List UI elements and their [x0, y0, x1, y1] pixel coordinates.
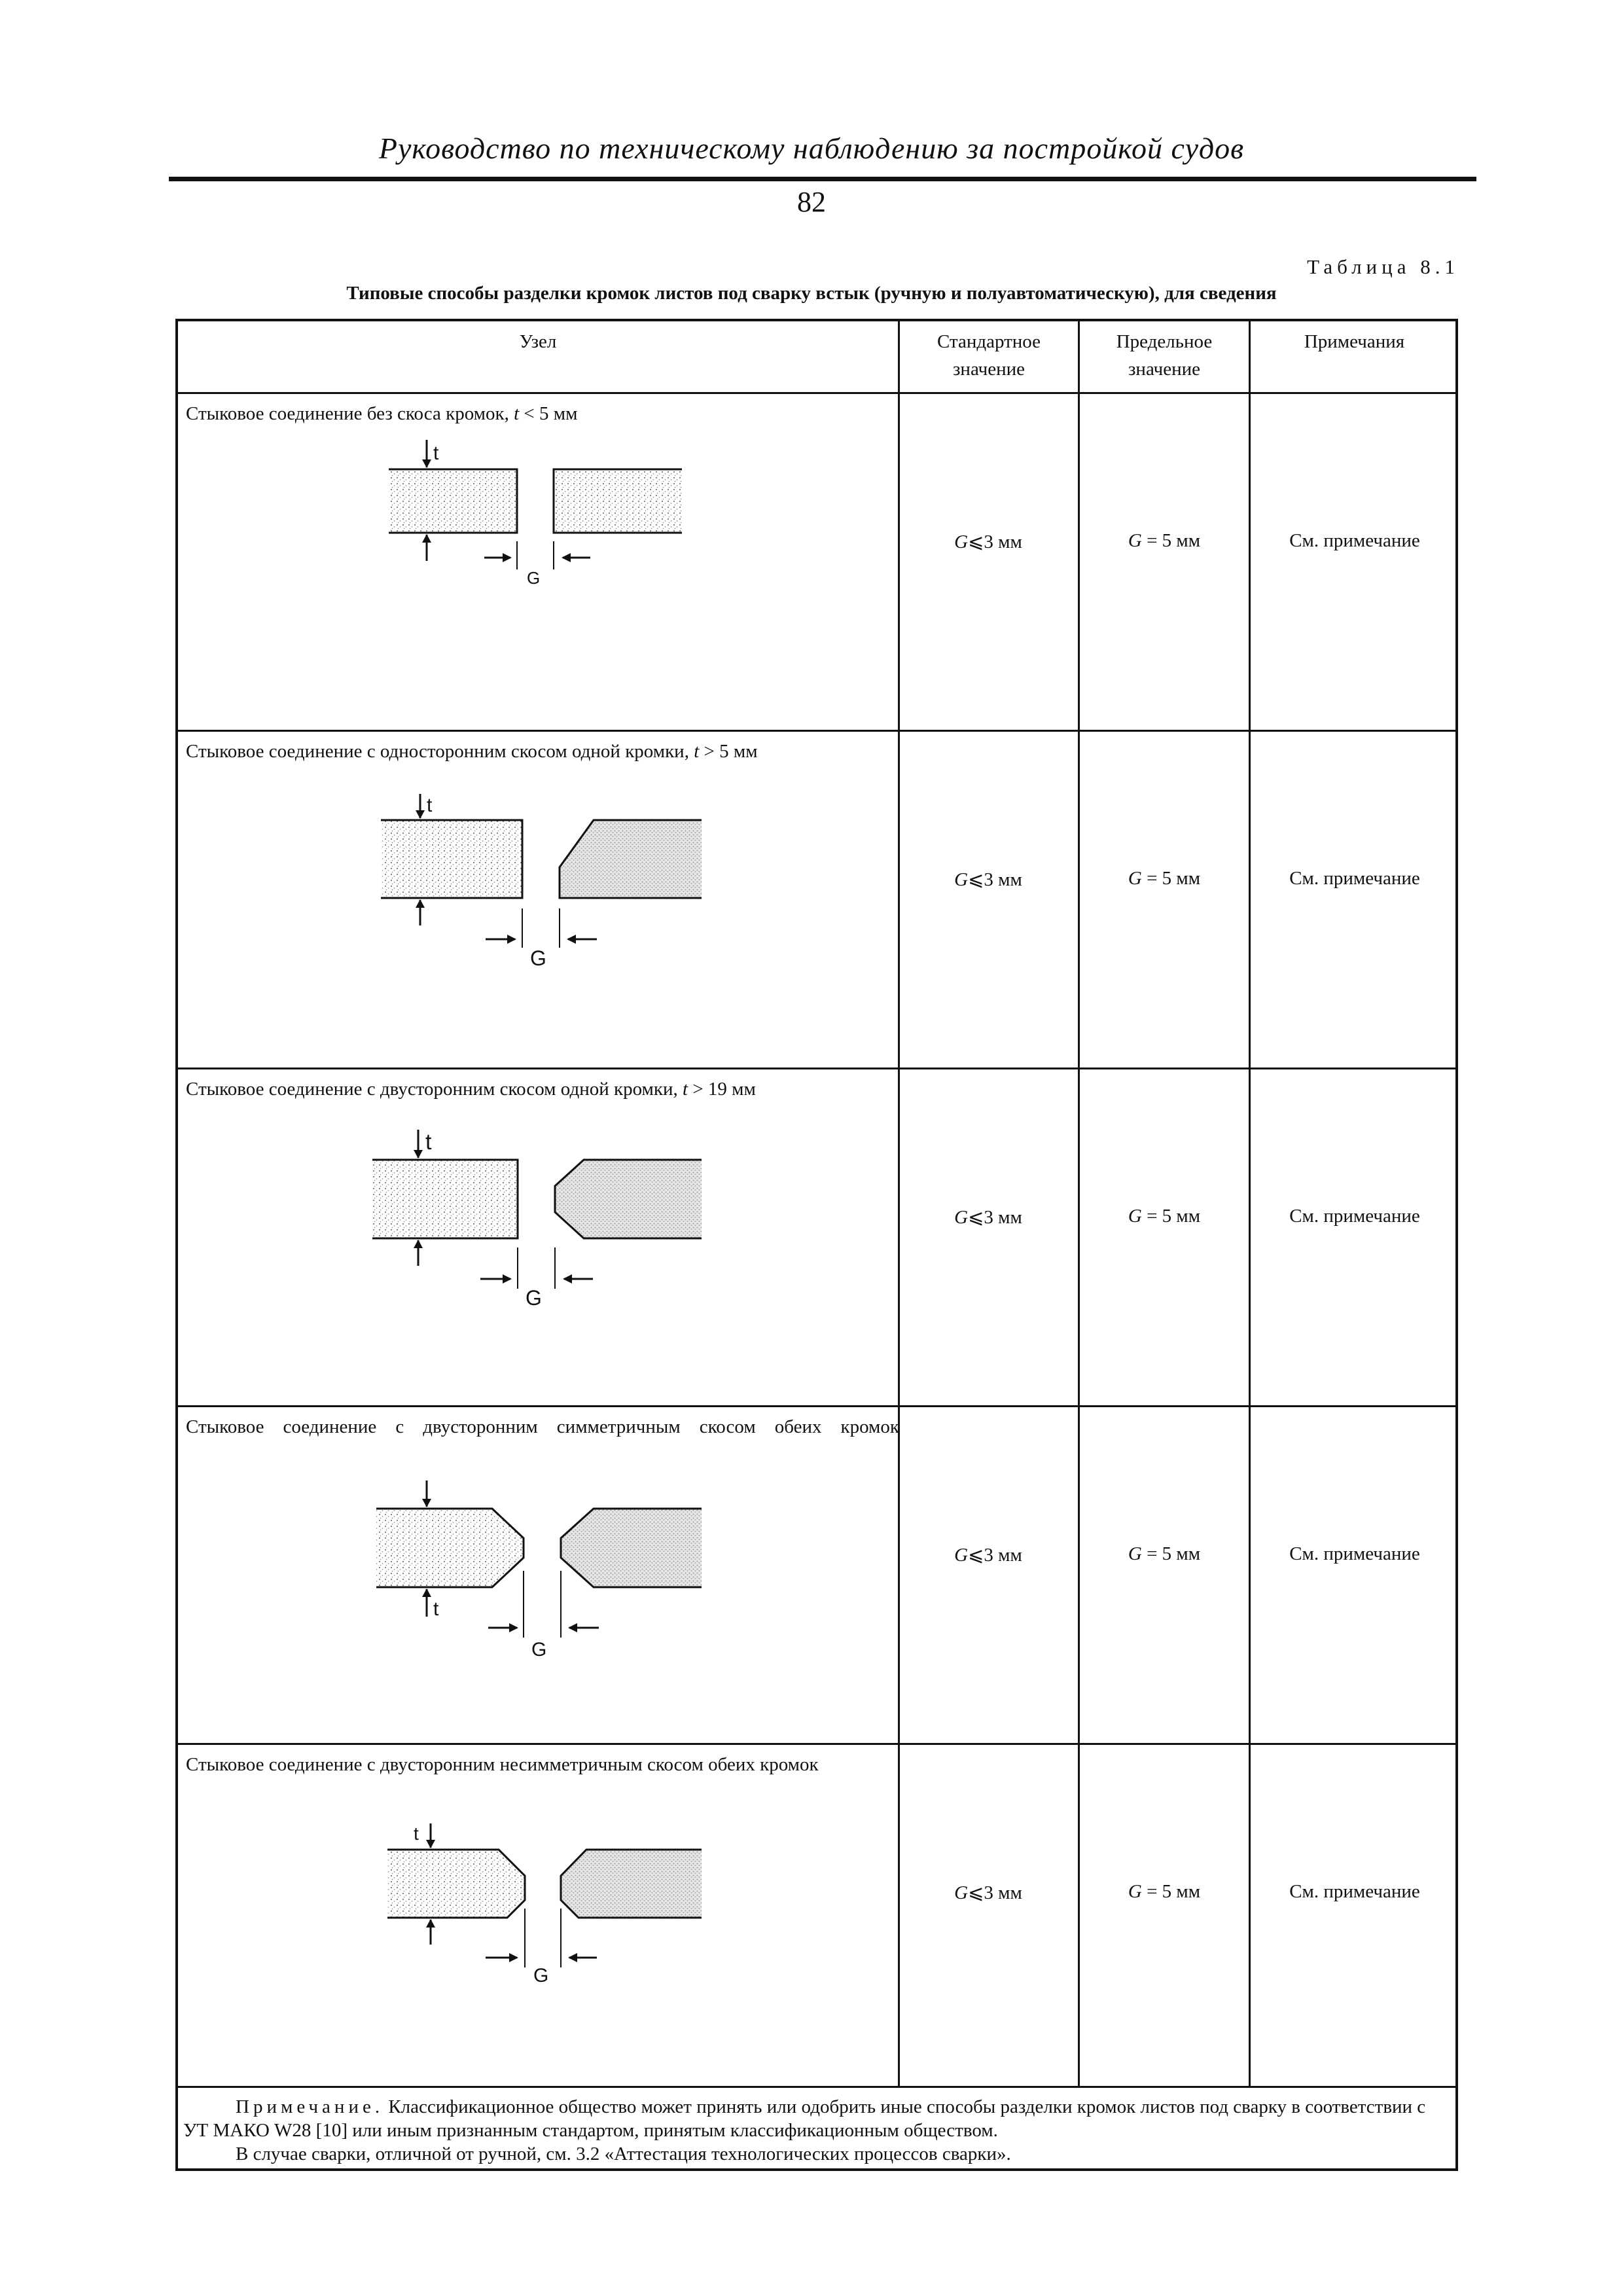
standard-value: G⩽3 мм [954, 1207, 1022, 1228]
footnote-label: Примечание. [236, 2096, 384, 2117]
double-bevel-asymmetric-sketch [178, 1745, 898, 2083]
footnote-text: Классификационное общество может принять или одобрить иные способы разделки кромок листов под сварку в соответствии с УТ МАКО W28 [10] или иным признанным стандартом, принятым классификационным обществом. [183, 2096, 1426, 2141]
note-ref: См. примечание [1289, 530, 1420, 551]
column-header-node: Узел [519, 331, 557, 352]
thickness-label: t [414, 1823, 419, 1844]
gap-label: G [526, 1286, 542, 1310]
limit-value: G = 5 мм [1128, 1543, 1201, 1564]
standard-value: G⩽3 мм [954, 1882, 1022, 1903]
gap-label: G [530, 946, 546, 970]
single-bevel-joint-sketch [178, 732, 898, 1069]
standard-value: G⩽3 мм [954, 1545, 1022, 1566]
limit-value: G = 5 мм [1128, 530, 1201, 551]
column-header-standard: Стандартное значение [936, 331, 1041, 380]
gap-label: G [531, 1639, 547, 1660]
thickness-label: t [425, 1130, 432, 1155]
running-header: Руководство по техническому наблюдению за постройкой судов [378, 132, 1245, 165]
note-ref: См. примечание [1289, 1543, 1420, 1564]
limit-value: G = 5 мм [1128, 1206, 1201, 1227]
data-table [175, 319, 1458, 2171]
limit-value: G = 5 мм [1128, 1881, 1201, 1902]
table-row [178, 1069, 1455, 1407]
note-ref: См. примечание [1289, 1881, 1420, 1902]
joint-title: Стыковое соединение с двусторонним скосом одной кромки, t > 19 мм [186, 1079, 756, 1100]
table-row [178, 1407, 1455, 1745]
thickness-label: t [433, 442, 439, 464]
standard-value: G⩽3 мм [954, 869, 1022, 890]
table-row [178, 1745, 1455, 2085]
table-row [178, 732, 1455, 1069]
table-label: Таблица 8.1 [1307, 255, 1459, 278]
table-caption: Типовые способы разделки кромок листов под сварку встык (ручную и полуавтоматическую), для сведения [346, 283, 1277, 304]
gap-label: G [533, 1965, 549, 1986]
table-row [178, 394, 1455, 732]
limit-value: G = 5 мм [1128, 868, 1201, 889]
double-bevel-symmetric-sketch [178, 1407, 898, 1745]
column-header-notes: Примечания [1304, 331, 1405, 352]
thickness-label: t [433, 1598, 439, 1620]
square-butt-joint-sketch [178, 394, 898, 732]
page-number: 82 [797, 186, 826, 218]
joint-title: Стыковое соединение с двусторонним несимметричным скосом обеих кромок [186, 1754, 819, 1775]
joint-title: Стыковое соединение с односторонним скосом одной кромки, t > 5 мм [186, 741, 758, 762]
gap-label: G [527, 568, 541, 588]
double-bevel-one-edge-sketch [178, 1069, 898, 1407]
joint-title: Стыковое соединение с двусторонним симметричным скосом обеих кромок [186, 1416, 899, 1437]
footnote-text-2: В случае сварки, отличной от ручной, см. 3.2 «Аттестация технологических процессов сварки». [236, 2144, 1011, 2164]
column-header-limit: Предельное значение [1116, 331, 1213, 380]
note-ref: См. примечание [1289, 1206, 1420, 1227]
thickness-label: t [427, 795, 433, 816]
standard-value: G⩽3 мм [954, 531, 1022, 552]
row-divider [178, 2086, 1455, 2088]
header-rule [169, 177, 1476, 181]
table-footnote [183, 2095, 1452, 2166]
joint-title: Стыковое соединение без скоса кромок, t < 5 мм [186, 403, 578, 424]
note-ref: См. примечание [1289, 868, 1420, 889]
